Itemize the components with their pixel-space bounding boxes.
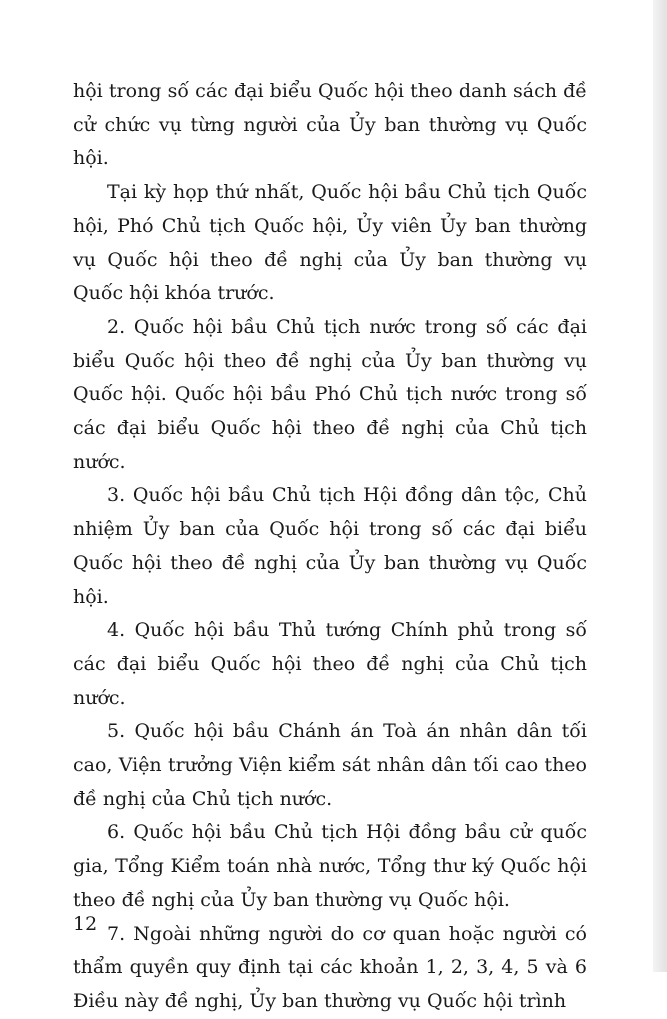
paragraph-first-session: Tại kỳ họp thứ nhất, Quốc hội bầu Chủ tịch Quốc hội, Phó Chủ tịch Quốc hội, Ủy viên Ủy ban thường vụ Quốc hội theo đề nghị của Ủy ban thường vụ Quốc hội khóa trước. <box>73 181 587 305</box>
paragraph-item-5: 5. Quốc hội bầu Chánh án Toà án nhân dân tối cao, Viện trưởng Viện kiểm sát nhân dân tối cao theo đề nghị của Chủ tịch nước. <box>73 720 587 810</box>
paragraph-item-6: 6. Quốc hội bầu Chủ tịch Hội đồng bầu cử quốc gia, Tổng Kiểm toán nhà nước, Tổng thư ký Quốc hội theo đề nghị của Ủy ban thường vụ Quốc hội. <box>73 821 587 911</box>
paragraph-item-3: 3. Quốc hội bầu Chủ tịch Hội đồng dân tộc, Chủ nhiệm Ủy ban của Quốc hội trong số các đại biểu Quốc hội theo đề nghị của Ủy ban thường vụ Quốc hội. <box>73 484 587 608</box>
paragraph-item-7: 7. Ngoài những người do cơ quan hoặc người có thẩm quyền quy định tại các khoản 1, 2, 3, 4, 5 và 6 Điều này đề nghị, Ủy ban thường vụ Quốc hội trình <box>73 922 587 1012</box>
paragraph-item-2: 2. Quốc hội bầu Chủ tịch nước trong số các đại biểu Quốc hội theo đề nghị của Ủy ban thường vụ Quốc hội. Quốc hội bầu Phó Chủ tịch nước trong số các đại biểu Quốc hội theo đề nghị của Chủ tịch nước. <box>73 315 587 473</box>
paragraph-item-4: 4. Quốc hội bầu Thủ tướng Chính phủ trong số các đại biểu Quốc hội theo đề nghị của Chủ tịch nước. <box>73 619 587 709</box>
page-edge-shadow <box>653 0 667 972</box>
body-text <box>73 75 587 1019</box>
page-number: 12 <box>73 913 98 935</box>
paragraph-continuation: hội trong số các đại biểu Quốc hội theo danh sách đề cử chức vụ từng người của Ủy ban thường vụ Quốc hội. <box>73 80 587 170</box>
